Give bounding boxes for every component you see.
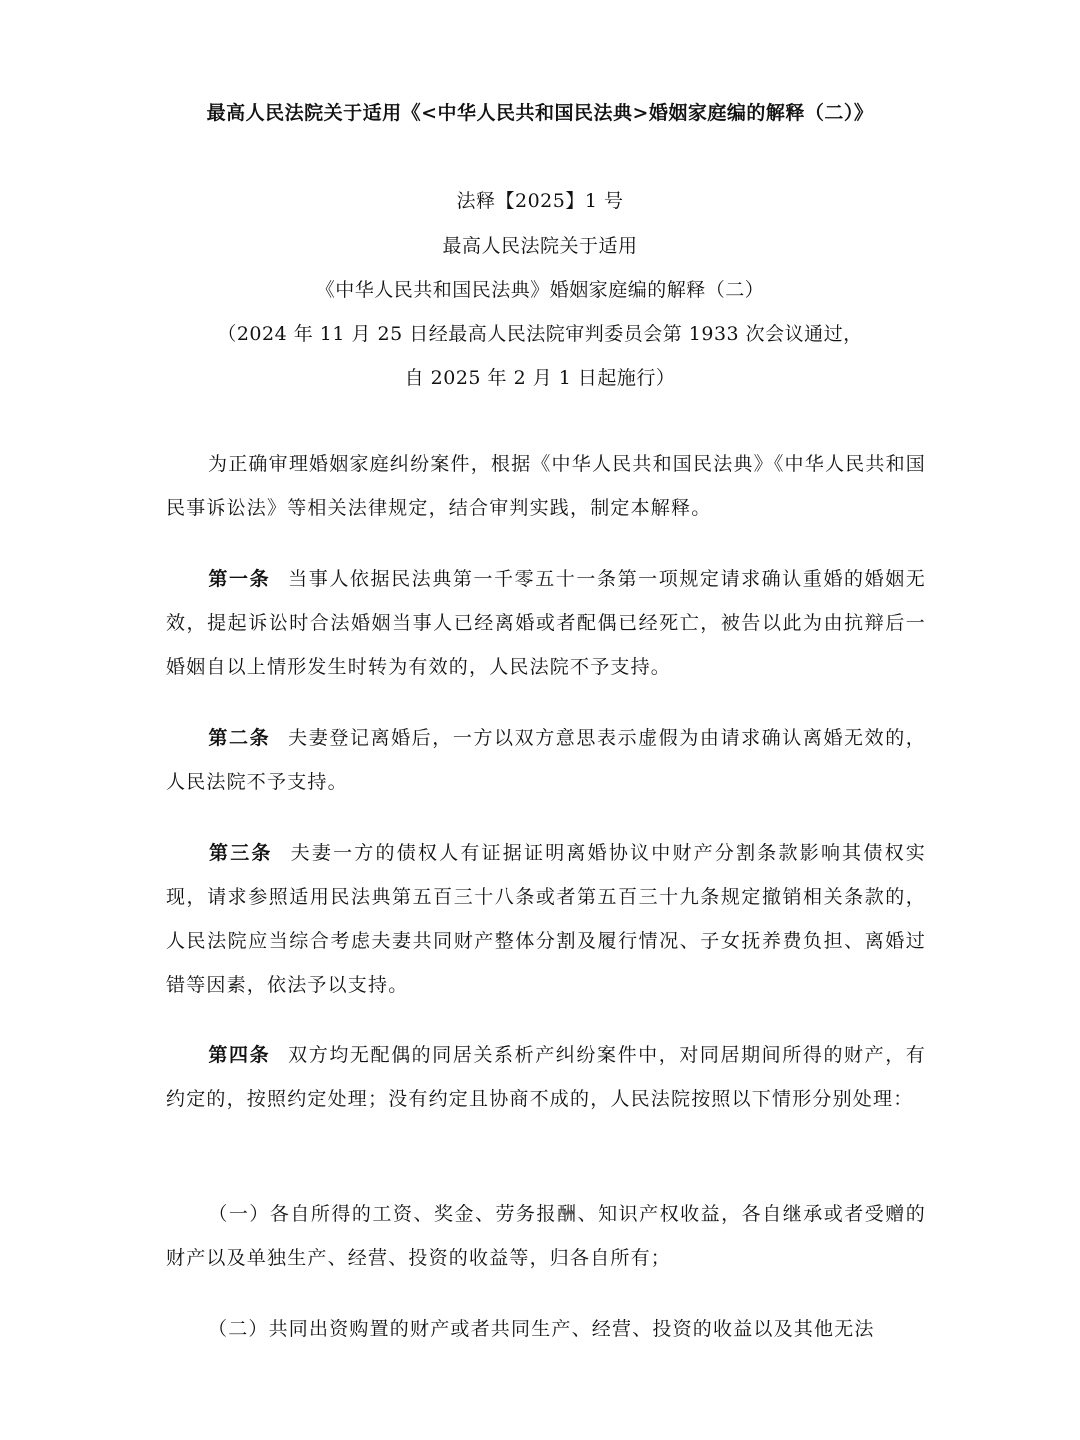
article-4-item-2 <box>166 1307 926 1351</box>
article-3 <box>166 831 926 1007</box>
document-heading: 最高人民法院关于适用《<中华人民共和国民法典>婚姻家庭编的解释（二）》 <box>206 102 874 124</box>
article-4-text: 双方均无配偶的同居关系析产纠纷案件中，对同居期间所得的财产，有约定的，按照约定处理；没有约定且协商不成的，人民法院按照以下情形分别处理： <box>166 1044 926 1110</box>
article-1 <box>166 557 926 689</box>
adoption-note-line-2: 自 2025 年 2 月 1 日起施行） <box>404 367 676 389</box>
subtitle-line-1: 最高人民法院关于适用 <box>442 235 638 257</box>
adoption-note-line-1: （2024 年 11 月 25 日经最高人民法院审判委员会第 1933 次会议通过， <box>217 323 863 345</box>
article-4-item-1 <box>166 1192 926 1280</box>
article-4-number: 第四条 <box>208 1044 271 1066</box>
preamble-paragraph <box>166 442 926 530</box>
article-2-number: 第二条 <box>208 727 271 749</box>
article-3-text: 夫妻一方的债权人有证据证明离婚协议中财产分割条款影响其债权实现，请求参照适用民法典第五百三十八条或者第五百三十九条规定撤销相关条款的，人民法院应当综合考虑夫妻共同财产整体分割及履行情况、子女抚养费负担、离婚过错等因素，依法予以支持。 <box>166 842 926 996</box>
article-4 <box>166 1033 926 1121</box>
article-1-text: 当事人依据民法典第一千零五十一条第一项规定请求确认重婚的婚姻无效，提起诉讼时合法婚姻当事人已经离婚或者配偶已经死亡，被告以此为由抗辩后一婚姻自以上情形发生时转为有效的，人民法院不予支持。 <box>166 568 926 678</box>
article-4-item-2-text: （二）共同出资购置的财产或者共同生产、经营、投资的收益以及其他无法 <box>208 1318 875 1340</box>
article-1-number: 第一条 <box>208 568 271 590</box>
article-2-text: 夫妻登记离婚后，一方以双方意思表示虚假为由请求确认离婚无效的，人民法院不予支持。 <box>166 727 926 793</box>
document-number: 法释【2025】1 号 <box>456 190 624 212</box>
article-3-number: 第三条 <box>208 842 273 864</box>
article-2 <box>166 716 926 804</box>
subtitle-line-2: 《中华人民共和国民法典》婚姻家庭编的解释（二） <box>315 279 765 301</box>
article-4-item-1-text: （一）各自所得的工资、奖金、劳务报酬、知识产权收益，各自继承或者受赠的财产以及单独生产、经营、投资的收益等，归各自所有； <box>166 1203 926 1269</box>
preamble-text: 为正确审理婚姻家庭纠纷案件，根据《中华人民共和国民法典》《中华人民共和国民事诉讼法》等相关法律规定，结合审判实践，制定本解释。 <box>166 453 926 519</box>
